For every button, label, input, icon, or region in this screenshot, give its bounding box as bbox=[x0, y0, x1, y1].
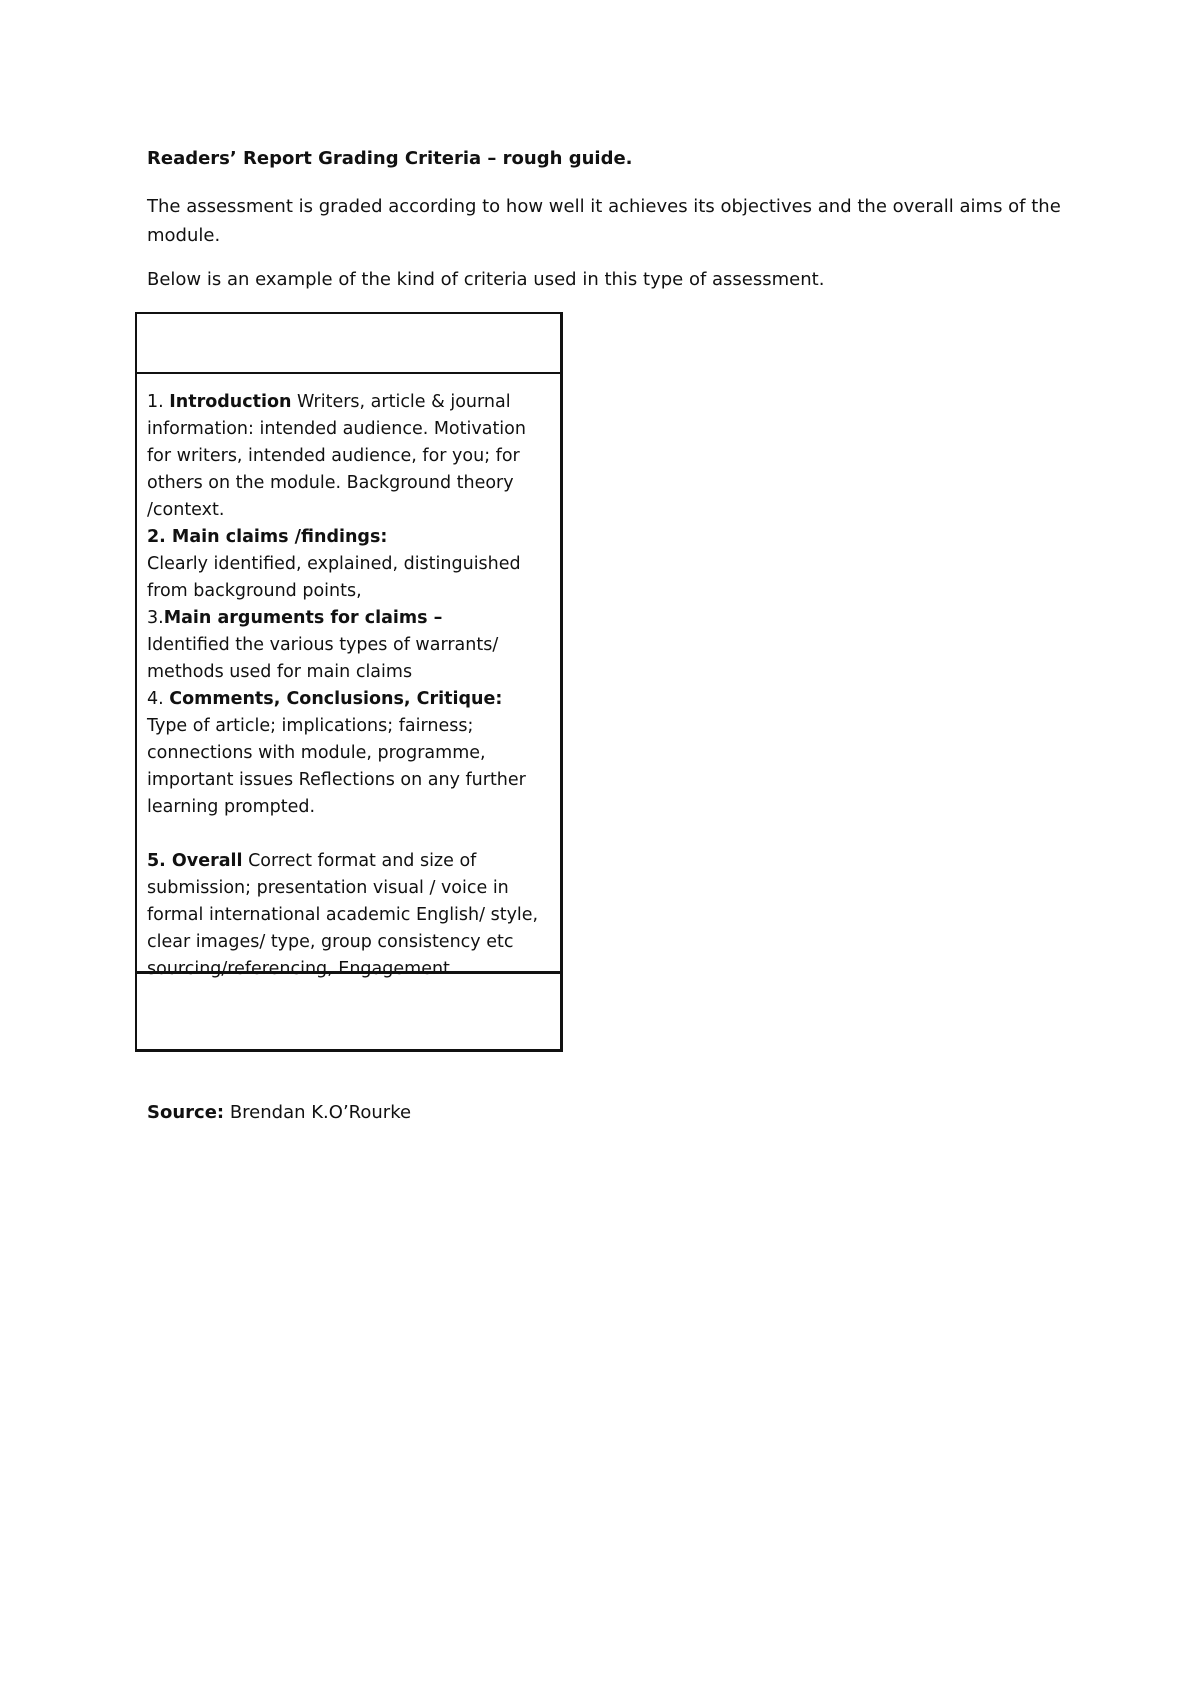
criterion-body: Writers, article & journal information: intended audience. Motivation for writers, intended audience, for you; for others on the module. Background theory /context. bbox=[147, 392, 526, 520]
criterion-heading: Introduction bbox=[169, 392, 292, 412]
document-title: Readers’ Report Grading Criteria – rough guide. bbox=[147, 148, 633, 169]
criterion-number: 5. bbox=[147, 851, 172, 871]
criterion-main-claims bbox=[147, 524, 552, 551]
example-paragraph: Below is an example of the kind of criteria used in this type of assessment. bbox=[147, 269, 825, 290]
criteria-table bbox=[135, 312, 563, 1052]
table-header-cell bbox=[137, 314, 560, 374]
criterion-heading: Overall bbox=[171, 851, 243, 871]
criterion-body: Clearly identified, explained, distinguished from background points, bbox=[147, 554, 521, 601]
criterion-main-arguments bbox=[147, 605, 552, 632]
source-label: Source: bbox=[147, 1102, 225, 1123]
criterion-heading: Main claims /findings: bbox=[171, 527, 388, 547]
criterion-body: Correct format and size of submission; presentation visual / voice in formal international academic English/ style, clear images/ type, group consistency etc sourcing/referencing, Engagement. bbox=[147, 851, 539, 979]
criterion-overall bbox=[147, 848, 552, 983]
source-line bbox=[147, 1102, 411, 1123]
spacer bbox=[147, 821, 552, 848]
source-value: Brendan K.O’Rourke bbox=[224, 1102, 412, 1123]
criterion-number: 3. bbox=[147, 608, 164, 628]
criterion-body: Type of article; implications; fairness; connections with module, programme, important issues Reflections on any further learning prompted. bbox=[147, 716, 526, 817]
criterion-heading: Main arguments for claims – bbox=[163, 608, 443, 628]
criterion-heading: Comments, Conclusions, Critique: bbox=[169, 689, 503, 709]
criterion-number: 4. bbox=[147, 689, 170, 709]
table-footer-cell bbox=[137, 971, 560, 1049]
criterion-number: 2. bbox=[147, 527, 172, 547]
criterion-body: Identified the various types of warrants/ methods used for main claims bbox=[147, 635, 499, 682]
criterion-comments bbox=[147, 686, 552, 713]
criterion-introduction bbox=[147, 389, 552, 524]
criterion-number: 1. bbox=[147, 392, 170, 412]
criteria-cell bbox=[137, 374, 560, 987]
intro-paragraph: The assessment is graded according to how well it achieves its objectives and the overall aims of the module. bbox=[147, 196, 1061, 246]
